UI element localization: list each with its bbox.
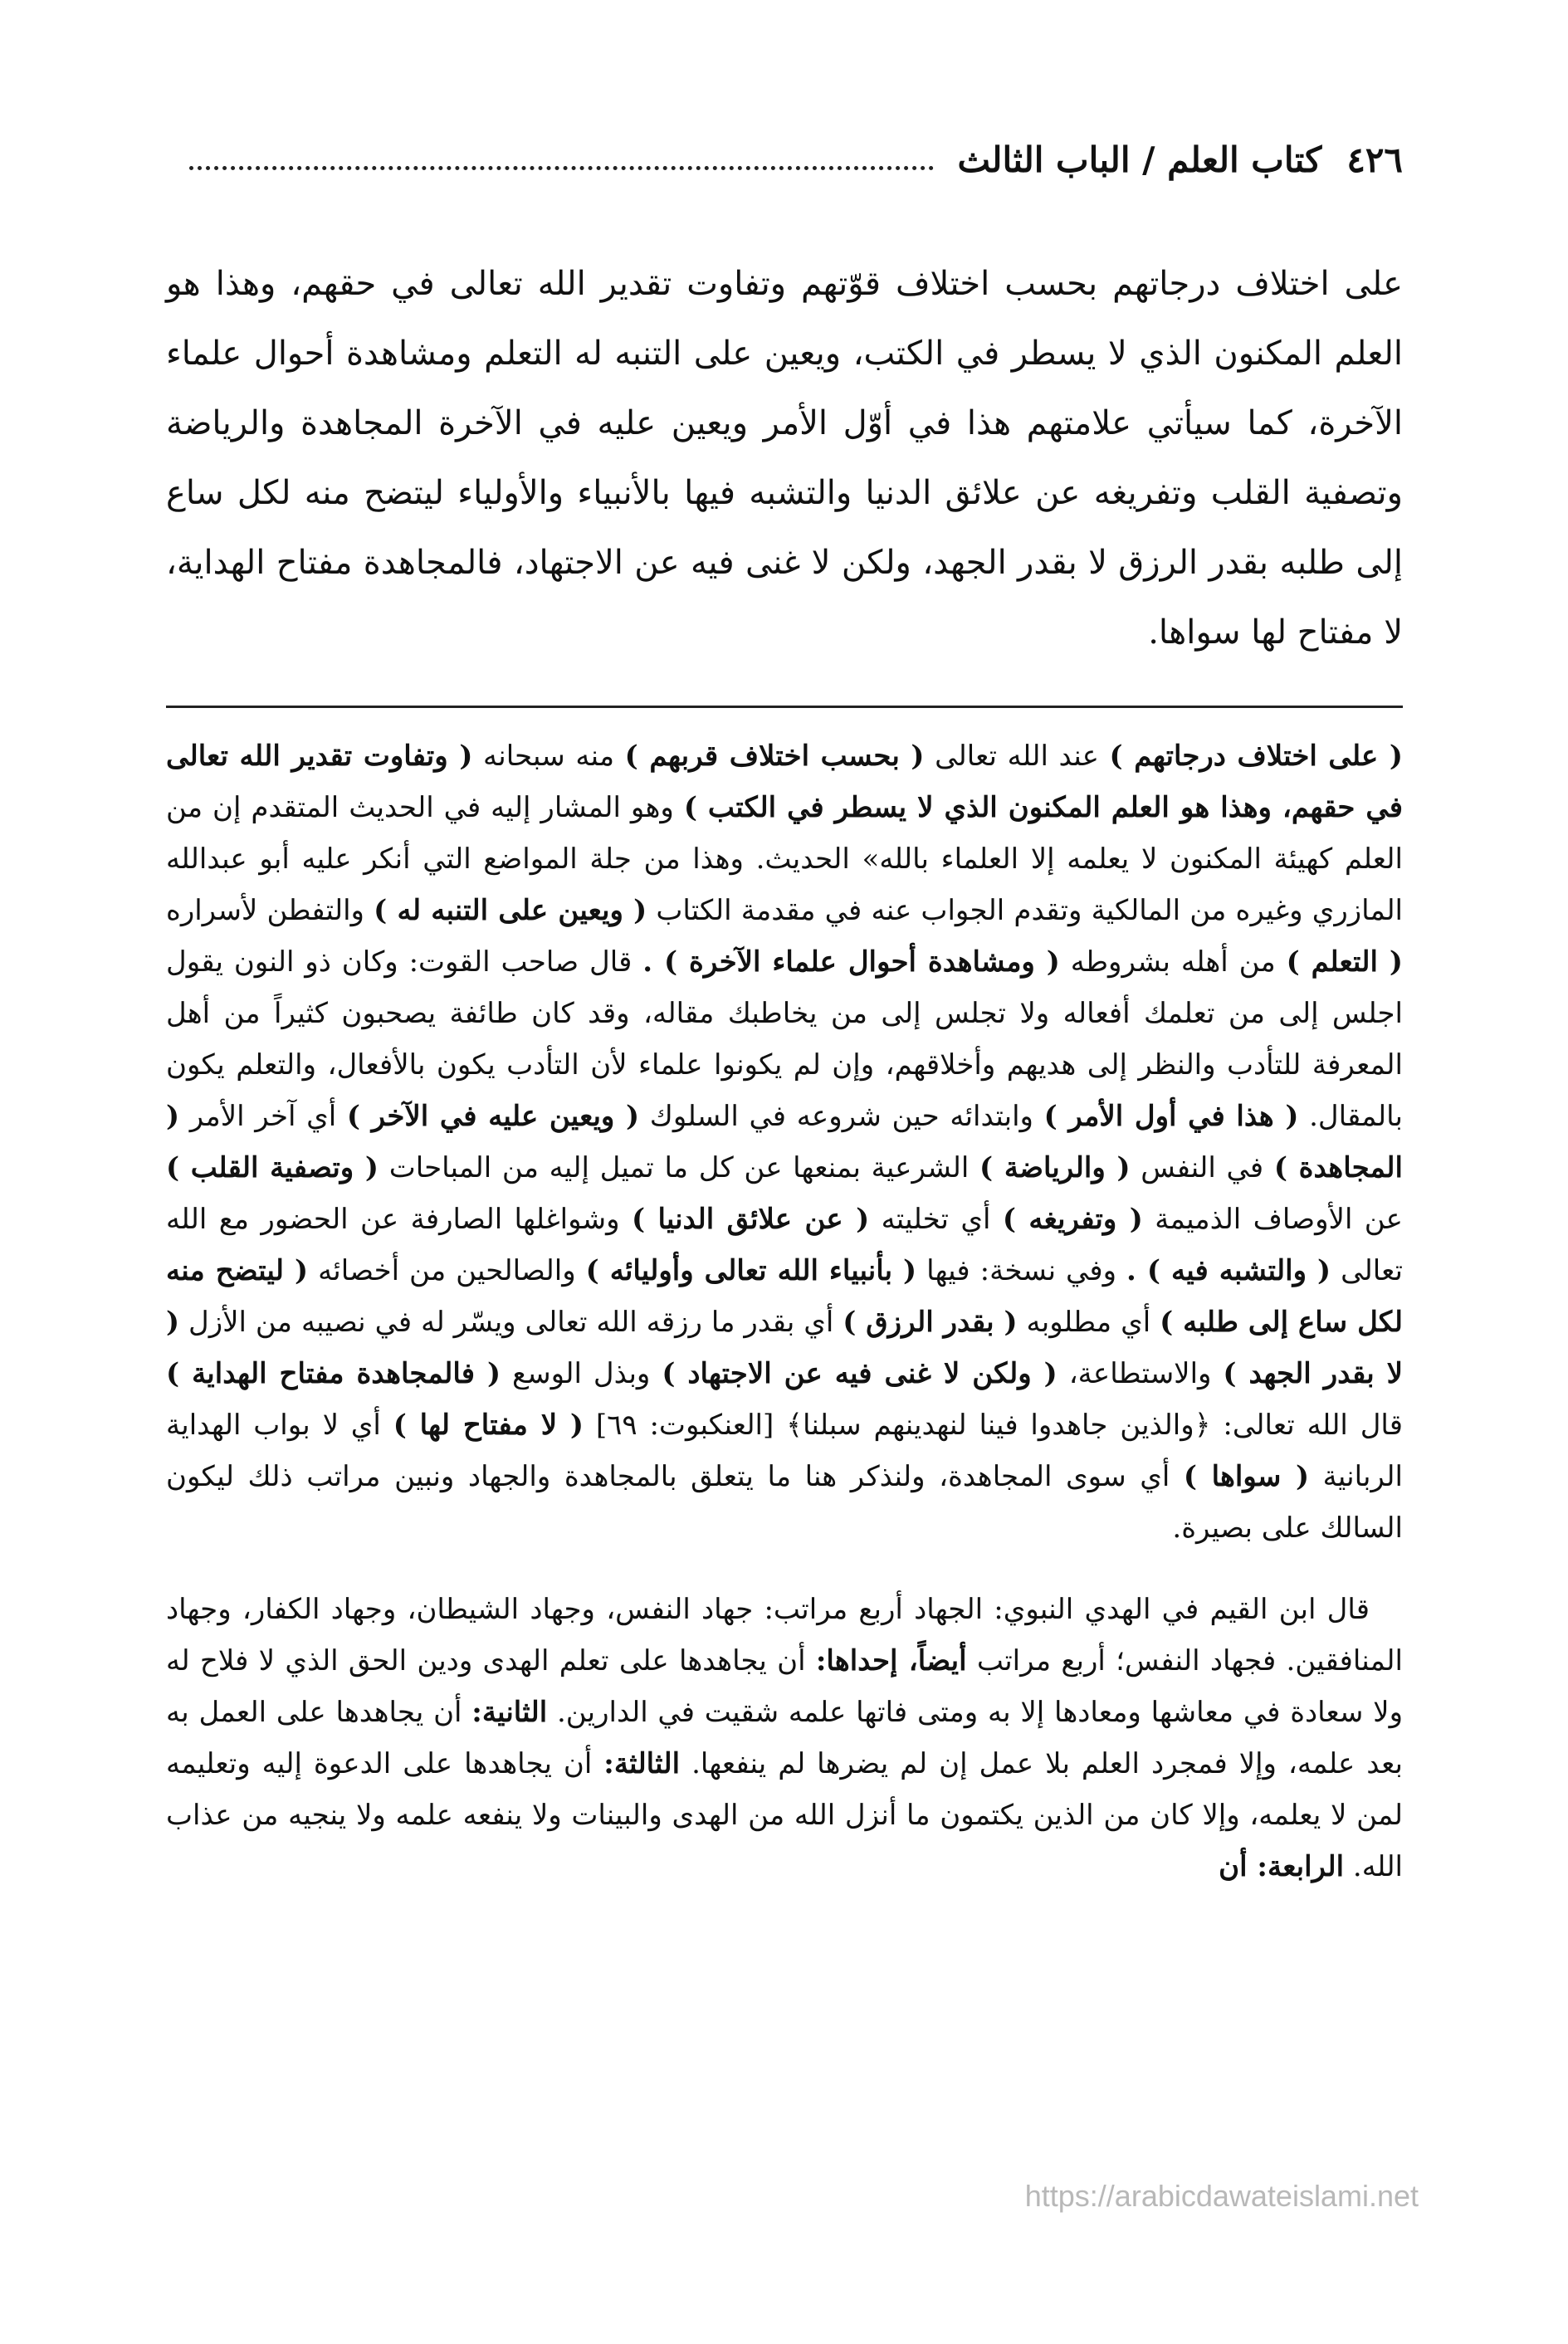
- commentary-text: أي مطلوبه: [1017, 1306, 1160, 1339]
- commentary-text: أي سوى المجاهدة، ولنذكر هنا ما يتعلق بالمجاهدة والجهاد ونبين مراتب ذلك ليكون السالك على بصيرة.: [166, 1460, 1403, 1545]
- commentary-quoted-phrase: أيضاً، إحداها:: [815, 1644, 967, 1677]
- commentary-quoted-phrase: ( ويعين عليه في الآخر ): [346, 1100, 640, 1133]
- commentary-quoted-phrase: الثالثة:: [603, 1747, 681, 1780]
- commentary-quoted-phrase: ( وتصفية القلب ): [166, 1151, 379, 1184]
- commentary-text: في النفس: [1130, 1151, 1274, 1184]
- commentary-quoted-phrase: ( لا بقدر الجهد ): [166, 1306, 1404, 1390]
- commentary-quoted-phrase: ( التعلم ): [1286, 945, 1403, 979]
- commentary-quoted-phrase: ( لا مفتاح لها ): [393, 1409, 584, 1442]
- commentary-quoted-phrase: ( ومشاهدة أحوال علماء الآخرة ) .: [642, 945, 1060, 979]
- commentary-text: والاستطاعة،: [1057, 1357, 1224, 1390]
- page-header: [166, 133, 1403, 186]
- commentary-text: أي آخر الأمر: [179, 1100, 347, 1133]
- commentary-quoted-phrase: ( والتشبه فيه ) .: [1126, 1254, 1331, 1287]
- commentary-quoted-phrase: ( ويعين على التنبه له ): [374, 894, 647, 927]
- commentary-quoted-phrase: ( فالمجاهدة مفتاح الهداية ): [166, 1357, 501, 1390]
- commentary-quoted-phrase: ( وتفاوت تقدير الله تعالى في حقهم، وهذا هو العلم المكنون الذي لا يسطر في الكتب ): [166, 740, 1404, 824]
- commentary-text: من أهله بشروطه: [1059, 945, 1287, 979]
- commentary-quoted-phrase: ( هذا في أول الأمر ): [1043, 1100, 1299, 1133]
- commentary-text: قال ابن القيم في الهدي النبوي: الجهاد أربع مراتب: جهاد النفس، وجهاد الشيطان، وجهاد الكفار، وجهاد المنافقين. فجهاد النفس؛ أربع مراتب: [166, 1593, 1403, 1677]
- commentary: [166, 730, 1403, 1892]
- commentary-text: وشواغلها الصارفة عن الحضور مع الله تعالى: [166, 1203, 1404, 1287]
- main-text: على اختلاف درجاتهم بحسب اختلاف قوّتهم وتفاوت تقدير الله تعالى في حقهم، وهذا هو العلم المكنون الذي لا يسطر في الكتب، ويعين على التنبه له التعلم ومشاهدة أحوال علماء الآخرة، كما سيأتي علامتهم هذا في أوّل الأمر ويعين عليه في الآخرة المجاهدة والرياضة وتصفية القلب وتفريغه عن علائق الدنيا والتشبه فيها بالأنبياء والأولياء ليتضح منه لكل ساع إلى طلبه بقدر الرزق لا بقدر الجهد، ولكن لا غنى فيه عن الاجتهاد، فالمجاهدة مفتاح الهداية، لا مفتاح لها سواها.: [166, 265, 1403, 652]
- commentary-quoted-phrase: ( المجاهدة ): [166, 1100, 1403, 1184]
- commentary-text: أي تخليته: [869, 1203, 1003, 1236]
- commentary-text: قال الله تعالى: ﴿والذين جاهدوا فينا لنهدينهم سبلنا﴾ [العنكبوت: ٦٩]: [584, 1409, 1404, 1442]
- commentary-quoted-phrase: ( ولكن لا غنى فيه عن الاجتهاد ): [662, 1357, 1058, 1390]
- running-title: كتاب العلم / الباب الثالث: [957, 139, 1322, 180]
- page-number: ٤٢٦: [1346, 139, 1403, 180]
- commentary-quoted-phrase: الرابعة: أن: [1219, 1850, 1345, 1883]
- commentary-quoted-phrase: ( على اختلاف درجاتهم ): [1109, 740, 1404, 773]
- commentary-quoted-phrase: ( وتفريغه ): [1002, 1203, 1143, 1236]
- commentary-quoted-phrase: ( ليتضح منه لكل ساع إلى طلبه ): [166, 1254, 1403, 1339]
- commentary-text: وهو المشار إليه في الحديث المتقدم إن من العلم كهيئة المكنون لا يعلمه إلا العلماء بالله» الحديث. وهذا من جلة المواضع التي أنكر عليه أبو عبدالله المازري وغيره من المالكية وتقدم الجواب عنه في مقدمة الكتاب: [166, 791, 1404, 927]
- commentary-quoted-phrase: ( سواها ): [1183, 1460, 1310, 1493]
- text-divider: [166, 706, 1403, 708]
- commentary-quoted-phrase: ( بأنبياء الله تعالى وأوليائه ): [585, 1254, 917, 1287]
- watermark-url: https://arabicdawateislami.net: [1024, 2179, 1419, 2213]
- header-dot-leader: [189, 149, 934, 170]
- commentary-text: أي لا بواب الهداية الربانية: [166, 1409, 1403, 1493]
- commentary-quoted-phrase: الثانية:: [471, 1696, 548, 1729]
- commentary-text: أن يجاهدها على تعلم الهدى ودين الحق الذي لا فلاح له ولا سعادة في معاشها ومعادها إلا به ومتى فاتها علمه شقيت في الدارين.: [166, 1644, 1403, 1729]
- commentary-text: عند الله تعالى: [924, 740, 1110, 773]
- commentary-text: أن يجاهدها على الدعوة إليه وتعليمه لمن لا يعلمه، وإلا كان من الذين يكتمون ما أنزل الله من الهدى والبينات ولا ينفعه علمه ولا ينجيه من عذاب الله.: [166, 1747, 1403, 1883]
- commentary-paragraph-1: [166, 730, 1403, 1554]
- commentary-text: والصالحين من أخصائه: [308, 1254, 586, 1287]
- commentary-paragraph-2: [166, 1584, 1403, 1892]
- commentary-text: وبذل الوسع: [501, 1357, 662, 1390]
- commentary-text: منه سبحانه: [472, 740, 625, 773]
- commentary-quoted-phrase: ( والرياضة ): [979, 1151, 1131, 1184]
- commentary-text: عن الأوصاف الذميمة: [1142, 1203, 1403, 1236]
- commentary-text: الشرعية بمنعها عن كل ما تميل إليه من المباحات: [379, 1151, 980, 1184]
- commentary-quoted-phrase: ( بقدر الرزق ): [843, 1306, 1018, 1339]
- commentary-text: والتفطن لأسراره: [166, 894, 374, 927]
- commentary-quoted-phrase: ( عن علائق الدنيا ): [631, 1203, 870, 1236]
- commentary-text: وفي نسخة: فيها: [916, 1254, 1127, 1287]
- commentary-quoted-phrase: ( بحسب اختلاف قربهم ): [624, 740, 925, 773]
- commentary-text: وابتدائه حين شروعه في السلوك: [639, 1100, 1044, 1133]
- commentary-text: قال صاحب القوت: وكان ذو النون يقول اجلس إلى من تعلمك أفعاله ولا تجلس إلى من يخاطبك مقاله، وقد كان طائفة يصحبون كثيراً من أهل المعرفة للتأدب والنظر إلى هديهم وأخلاقهم، وإن لم يكونوا علماء لأن التأدب يكون بالأفعال، والتعلم يكون بالمقال.: [166, 945, 1403, 1133]
- commentary-text: أي بقدر ما رزقه الله تعالى ويسّر له في نصيبه من الأزل: [179, 1306, 843, 1339]
- commentary-text: أن يجاهدها على العمل به بعد علمه، وإلا فمجرد العلم بلا عمل إن لم يضرها لم ينفعها.: [166, 1696, 1403, 1780]
